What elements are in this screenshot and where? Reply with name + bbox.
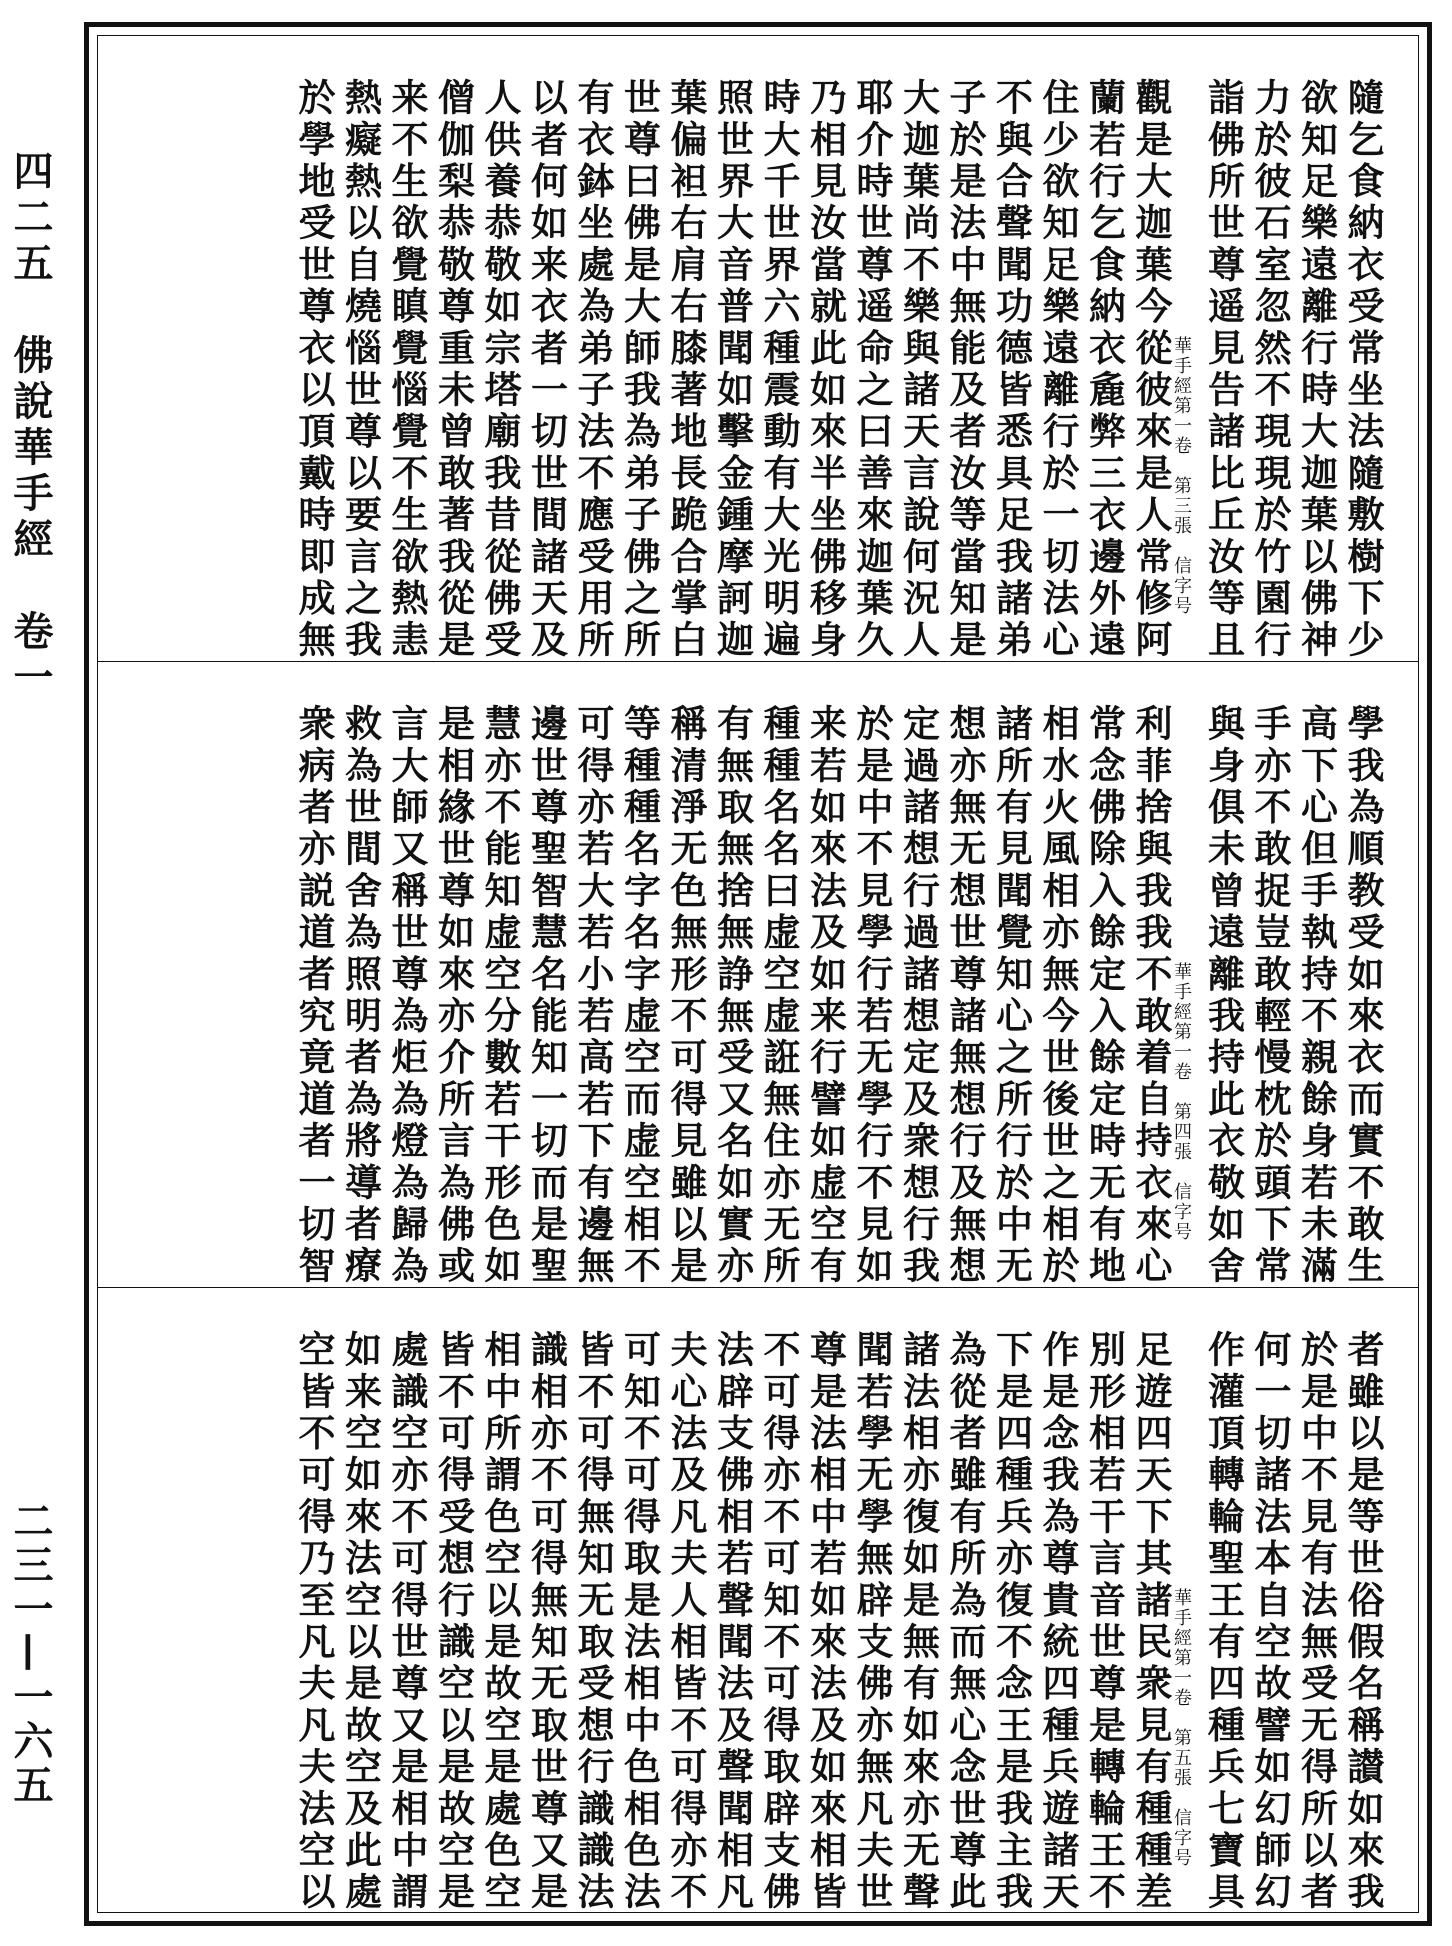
text-column: 邊世尊聖智慧名能知一切而是聖: [524, 704, 569, 1289]
text-column: 高下心但手執持不親餘身若未滿: [1294, 704, 1339, 1289]
text-column: 詣佛所世尊遥見告諸比丘汝等且: [1201, 78, 1246, 662]
text-column: 聞若學无學無辟支佛亦無凡夫世: [850, 1329, 894, 1914]
scripture-frame-inner: [97, 35, 1419, 1913]
panel-margin-note: 華手經第一卷 第三張 信字号: [1171, 336, 1192, 616]
text-column: 種種名名曰虚空虚誑無住亦无所: [757, 704, 801, 1289]
text-panel-1: [98, 36, 1418, 661]
text-column: 不與合聲聞功德皆悉具足我諸弟: [989, 78, 1034, 662]
text-column: 耶介時世尊遥命之曰善來迦葉久: [850, 78, 894, 662]
text-column: 如来空如來法空以是故空及此處: [338, 1329, 383, 1914]
text-column: 作灌頂轉輪聖王有四種兵七寶具: [1201, 1329, 1246, 1914]
text-column: 言大師又稱世尊為炬為燈為歸為: [385, 704, 429, 1289]
text-column: 僧伽梨恭敬尊重未曾敢著我從是: [431, 78, 476, 662]
text-column: 子於是法中無能及者汝等當知是: [943, 78, 987, 662]
scripture-frame: [84, 22, 1432, 1926]
text-panel-3: [98, 1287, 1418, 1913]
text-column: 下是四種兵亦復不念王是我主我: [989, 1329, 1034, 1914]
text-column: 於學地受世尊衣以頂戴時即成無: [292, 78, 336, 662]
text-column: 葉偏袒右肩右膝著地長跪合掌白: [664, 78, 708, 662]
text-column: 欲知足樂遠離行時大迦葉以佛神: [1294, 78, 1339, 662]
text-column: 觀是大迦葉今從彼來是人常修阿: [1129, 78, 1173, 662]
text-column: 於是中不見有法無受无得所以者: [1294, 1329, 1339, 1914]
panel-margin-note: 華手經第一卷 第五張 信字号: [1171, 1587, 1192, 1868]
text-column: 識相亦不可得無知无取世尊又是: [524, 1329, 569, 1914]
text-column: 皆不可得受想行識空以是故空是: [431, 1329, 476, 1914]
text-column: 蘭若行乞食納衣麁弊三衣邊外遠: [1082, 78, 1127, 662]
text-column: 照世界大音普聞如擊金鍾摩訶迦: [710, 78, 755, 662]
text-column: 大迦葉尚不樂與諸天言說何況人: [896, 78, 941, 662]
text-column: 者雖以是等世俗假名稱讃如來我: [1341, 1329, 1385, 1914]
text-column: 有衣鉢坐處為弟子法不應受用所: [571, 78, 615, 662]
text-column: 空皆不可得乃至凡夫凡夫法空以: [292, 1329, 336, 1914]
text-column: 乃相見汝當就此如來半坐佛移身: [803, 78, 848, 662]
text-column: 可得亦若大若小若高若下有邊無: [571, 704, 615, 1289]
text-column: 以者何如来衣者一切世間諸天及: [524, 78, 569, 662]
text-column: 隨乞食納衣受常坐法隨敷樹下少: [1341, 78, 1385, 662]
text-column: 夫心法及凡夫人相皆不可得亦不: [664, 1329, 708, 1914]
text-column: 是相緣世尊如來亦介所言為佛或: [431, 704, 476, 1289]
text-column: 世尊曰佛是大師我為弟子佛之所: [617, 78, 662, 662]
text-column: 皆不可得無知无取受想行識識法: [571, 1329, 615, 1914]
text-panel-2: [98, 661, 1418, 1287]
text-column: 學我為順教受如來衣而實不敢生: [1341, 704, 1385, 1289]
text-column: 熱癡熱以自燒惱世尊以要言之我: [338, 78, 383, 662]
text-column: 諸法相亦復如是無有如來亦无聲: [896, 1329, 941, 1914]
text-column: 来若如來法及如来行譬如虚空有: [803, 704, 848, 1289]
text-column: 尊是法相中若如來法及如來相皆: [803, 1329, 848, 1914]
text-column: 何一切諸法本自空故譬如幻師幻: [1248, 1329, 1292, 1914]
text-column: 相水火風相亦無今世後世之相於: [1036, 704, 1080, 1289]
text-column: 人供養恭敬如宗塔廟我昔從佛受: [478, 78, 522, 662]
text-column: 可知不可得取是法相中色相色法: [617, 1329, 662, 1914]
text-column: 常念佛除入餘定入餘定時无有地: [1082, 704, 1127, 1289]
text-column: 法辟支佛相若聲聞法及聲聞相凡: [710, 1329, 755, 1914]
text-column: 不可得亦不可知不可得取辟支佛: [757, 1329, 801, 1914]
text-column: 力於彼石室忽然不現現於竹園行: [1248, 78, 1292, 662]
text-column: 諸所有見聞覺知心之所行於中无: [989, 704, 1034, 1289]
text-column: 定過諸想行過諸想定及衆想行我: [896, 704, 941, 1289]
text-column: 時大千世界六種震動有大光明遍: [757, 78, 801, 662]
text-column: 等種種名字名字虚空而虚空相不: [617, 704, 662, 1289]
side-title: 四二五 佛說華手經 卷一: [7, 150, 54, 702]
text-column: 救為世間舍為照明者為將導者療: [338, 704, 383, 1289]
text-column: 手亦不敢捉豈敢輕慢枕於頭下常: [1248, 704, 1292, 1289]
text-column: 於是中不見學行若无學行不見如: [850, 704, 894, 1289]
text-column: 稱清淨无色無形不可得見雖以是: [664, 704, 708, 1289]
text-column: 為從者雖有所為而無心念世尊此: [943, 1329, 987, 1914]
text-column: 處識空亦不可得世尊又是相中謂: [385, 1329, 429, 1914]
text-column: 足遊四天下其諸民衆見有種種差: [1129, 1329, 1173, 1914]
text-column: 相中所謂色空以是故空是處色空: [478, 1329, 522, 1914]
side-page-number: 二三一—一六五: [7, 1500, 54, 1808]
text-column: 別形相若干言音世尊是轉輪王不: [1082, 1329, 1127, 1914]
panel-margin-note: 華手經第一卷 第四張 信字号: [1171, 962, 1192, 1243]
text-column: 衆病者亦説道者究竟道者一切智: [292, 704, 336, 1289]
text-column: 與身俱未曾遠離我持此衣敬如舍: [1201, 704, 1246, 1289]
text-column: 利菲捨與我我不敢着自持衣來心: [1129, 704, 1173, 1289]
text-column: 来不生欲覺瞋覺惱覺不生欲熱恚: [385, 78, 429, 662]
text-column: 想亦無无想世尊諸無想行及無想: [943, 704, 987, 1289]
text-column: 有無取無捨無諍無受又名如實亦: [710, 704, 755, 1289]
text-column: 作是念我為尊貴統四種兵遊諸天: [1036, 1329, 1080, 1914]
text-column: 慧亦不能知虚空分數若干形色如: [478, 704, 522, 1289]
text-column: 住少欲知足樂遠離行於一切法心: [1036, 78, 1080, 662]
